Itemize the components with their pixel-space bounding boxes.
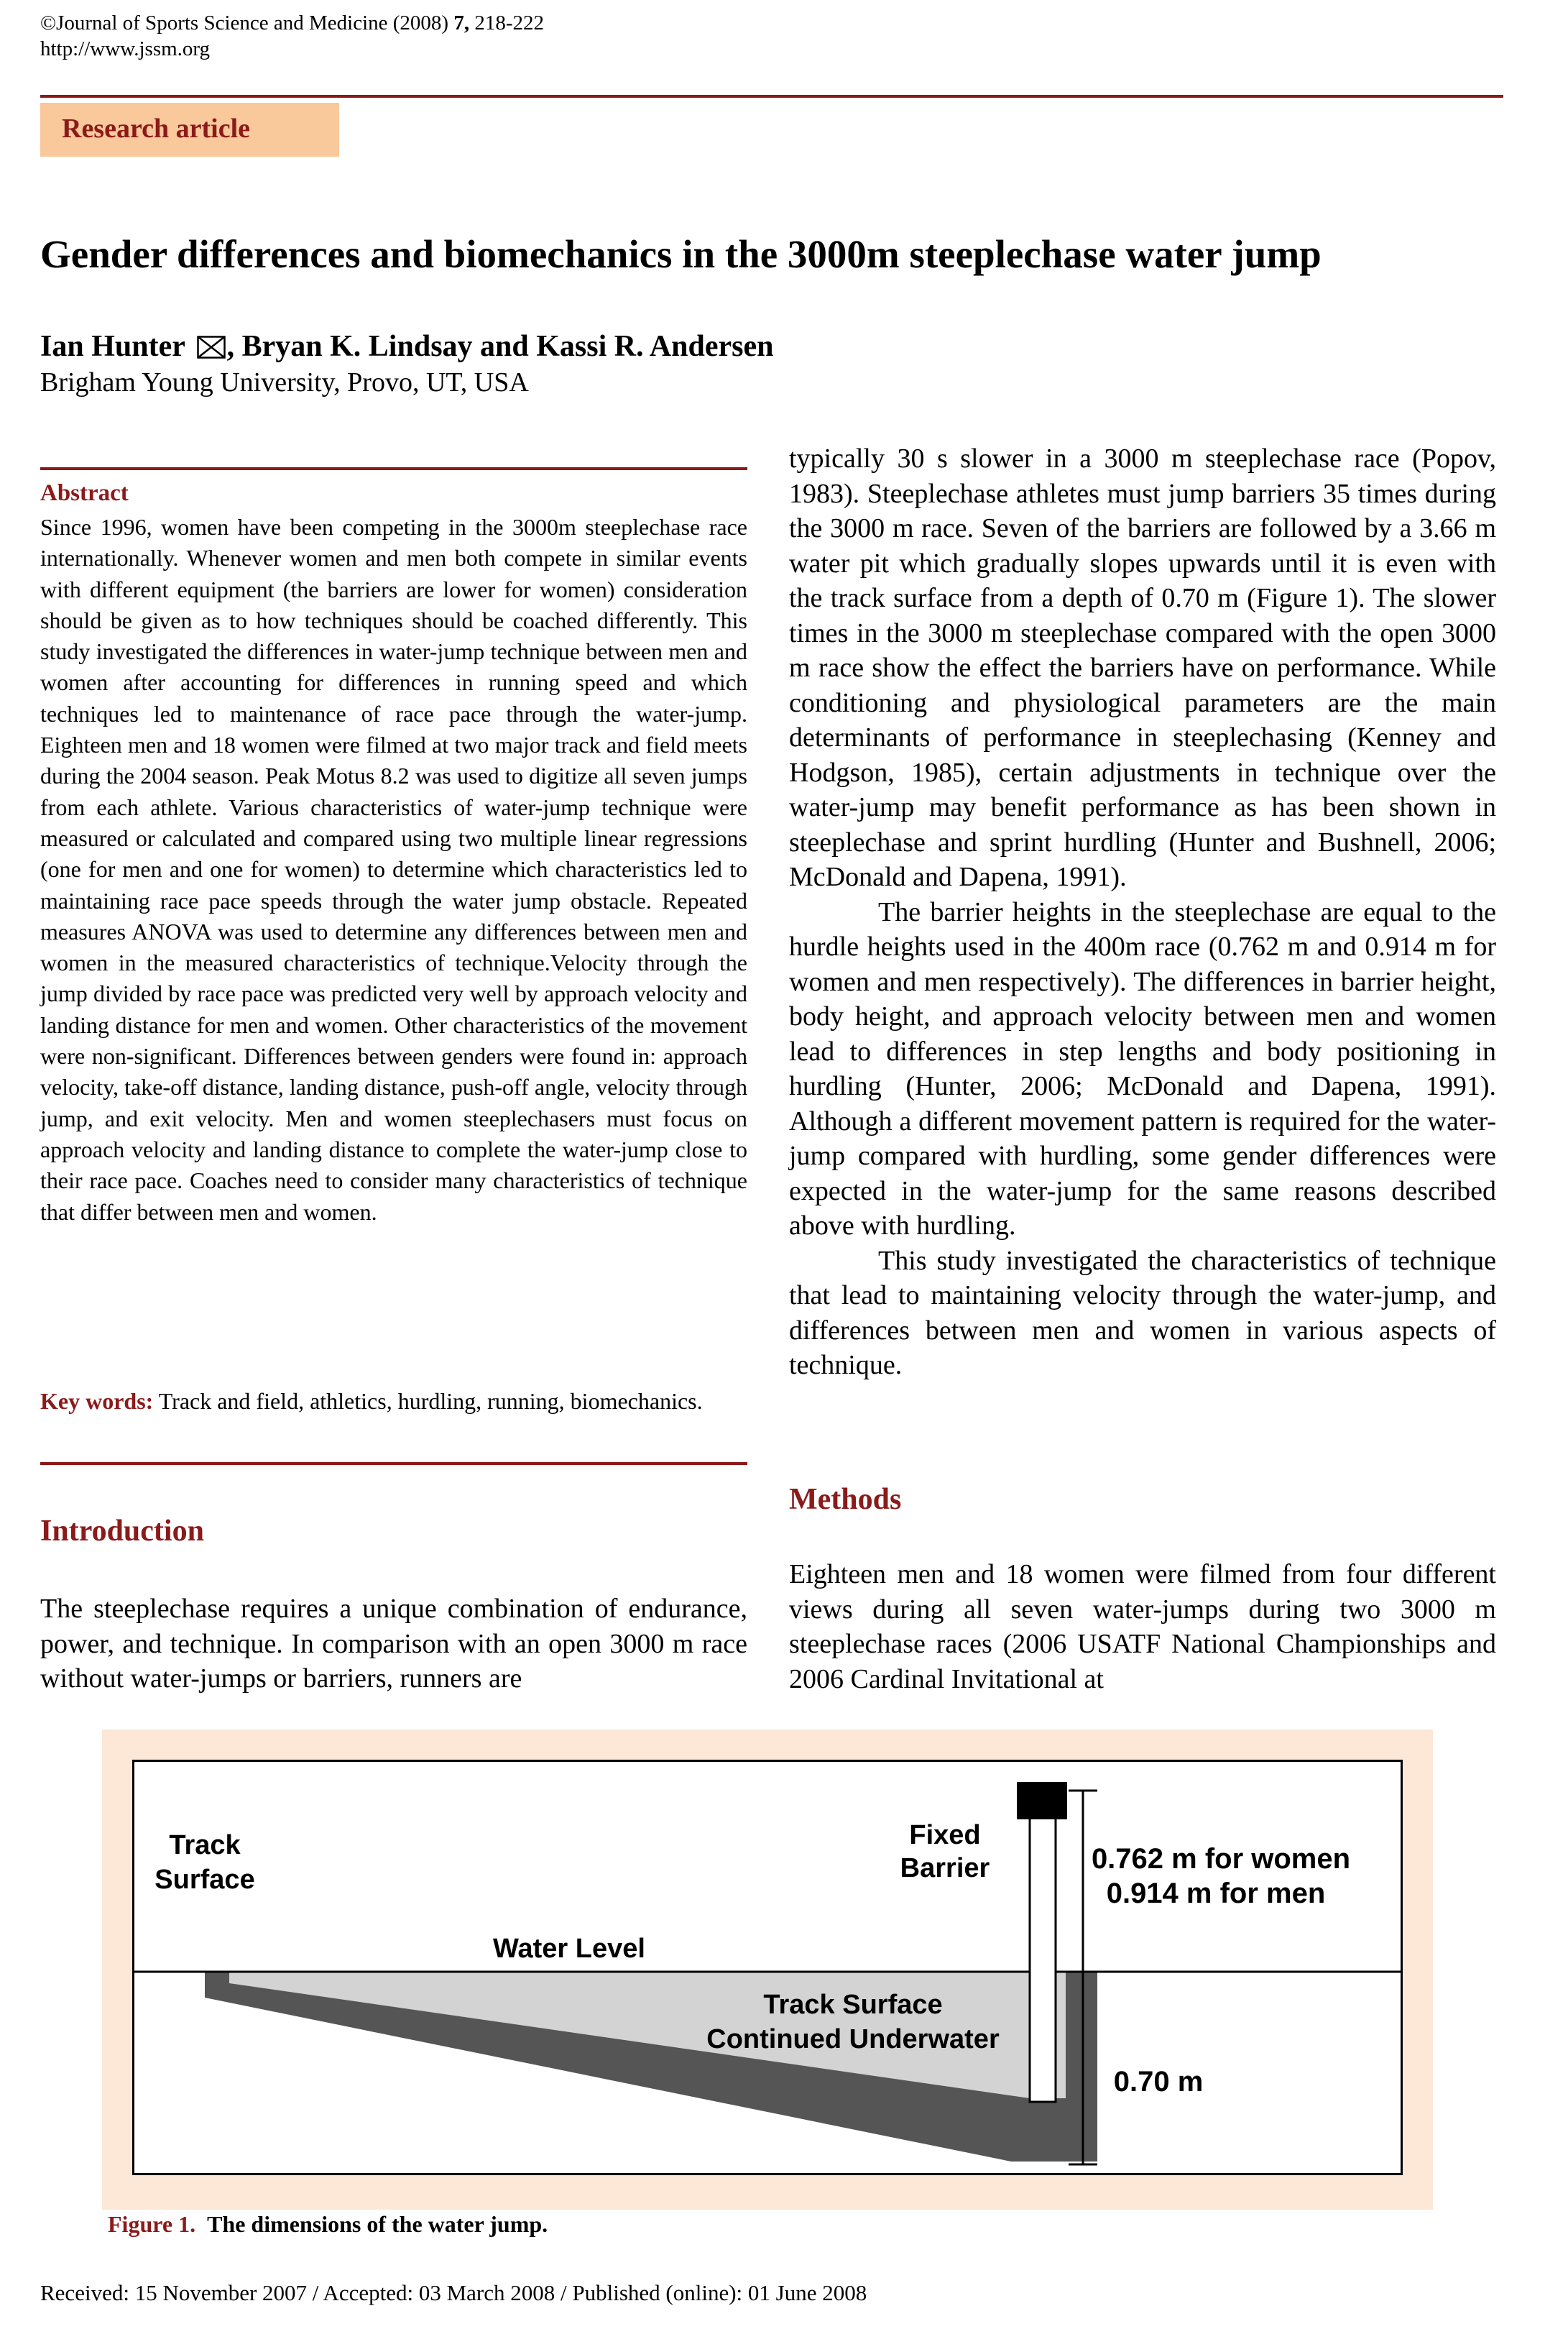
introduction-p1-left: The steeplechase requires a unique combination of endurance, power, and technique. In comparison with an open 3000 m race without water-jumps or barriers, runners are: [40, 1594, 747, 1694]
introduction-p1-right: typically 30 s slower in a 3000 m steeplechase race (Popov, 1983). Steeplechase athletes must jump barriers 35 times during the 3000 m race. Seven of the barriers are followed by a 3.66 m water pit which gradually slopes upwards until it is even with the track surface from a depth of 0.70 m (Figure 1). The slower times in the 3000 m steeplechase compared with the open 3000 m race show the effect the barriers have on performance. While conditioning and physiological parameters are the main determinants of performance in steeplechasing (Kenney and Hodgson, 1985), certain adjustments in technique over the water-jump may benefit performance as has been shown in steeplechase and sprint hurdling (Hunter and Bushnell, 2006; McDonald and Dapena, 1991).: [789, 444, 1496, 892]
journal-citation: ©Journal of Sports Science and Medicine (2008) 7, 218-222: [40, 12, 544, 35]
label-women-height: 0.762 m for women: [1091, 1843, 1351, 1875]
abstract-text: Since 1996, women have been competing in the 3000m steeplechase race internationally. Whenever women and men both compete in similar events with different equipment (the barriers are lower for women) consideration should be given as to how techniques should be coached differently. This study investigated the differences in water-jump technique between men and women after accounting for differences in running speed and which techniques led to maintenance of race pace through the water-jump. Eighteen men and 18 women were filmed at two major track and field meets during the 2004 season. Peak Motus 8.2 was used to digitize all seven jumps from each athlete. Various characteristics of water-jump technique were measured or calculated and compared using two multiple linear regressions (one for men and one for women) to determine which characteristics led to maintaining race pace speeds through the water jump obstacle. Repeated measures ANOVA was used to determine any differences between men and women in the measured characteristics of technique.Velocity through the jump divided by race pace was predicted very well by approach velocity and landing distance for men and women. Other characteristics of the movement were non-significant. Differences between genders were found in: approach velocity, take-off distance, landing distance, push-off angle, velocity through jump, and exit velocity. Men and women steeplechasers must focus on approach velocity and landing distance to complete the water-jump close to their race pace. Coaches need to consider many characteristics of technique that differ between men and women.: [40, 514, 747, 1225]
figure-caption: [108, 2211, 548, 2238]
abstract-top-rule: [40, 467, 747, 470]
label-track-1: Track: [169, 1830, 241, 1860]
email-icon[interactable]: [197, 332, 226, 367]
keywords-label: Key words:: [40, 1388, 154, 1414]
figure-1: [102, 1729, 1433, 2210]
water-jump-svg: [134, 1762, 1401, 2173]
author-list: Ian Hunter , Bryan K. Lindsay and Kassi R. Andersen: [40, 329, 773, 367]
abstract-heading: Abstract: [40, 480, 129, 506]
label-underwater-2: Continued Underwater: [706, 2024, 1000, 2054]
label-track-2: Surface: [155, 1865, 255, 1895]
label-men-height: 0.914 m for men: [1106, 1878, 1326, 1909]
journal-url[interactable]: http://www.jssm.org: [40, 37, 211, 60]
methods-p1: Eighteen men and 18 women were filmed from four different views during all seven water-jumps during two 3000 m steeplechase races (2006 USATF National Championships and 2006 Cardinal Invitational at: [789, 1559, 1496, 1694]
journal-header: [40, 10, 544, 62]
label-depth: 0.70 m: [1113, 2066, 1204, 2098]
affiliation: Brigham Young University, Provo, UT, USA: [40, 367, 529, 398]
figure-caption-label: Figure 1.: [108, 2211, 196, 2237]
introduction-p2: The barrier heights in the steeplechase are equal to the hurdle heights used in the 400m race (0.762 m and 0.914 m for women and men respectively). The differences in barrier height, body height, and approach velocity between men and women lead to differences in step lengths and body positioning in hurdling (Hunter, 2006; McDonald and Dapena, 1991). Although a different movement pattern is required for the water-jump compared with hurdling, some gender differences were expected in the water-jump for the same reasons described above with hurdling.: [789, 896, 1496, 1241]
article-type-badge: Research article: [40, 103, 339, 157]
header-rule: [40, 95, 1503, 98]
label-fixed: Fixed: [909, 1820, 981, 1850]
introduction-left: [40, 1591, 747, 1696]
abstract-bottom-rule: [40, 1462, 747, 1465]
figure-caption-text: The dimensions of the water jump.: [207, 2211, 548, 2237]
right-column: [789, 441, 1496, 1383]
label-underwater-1: Track Surface: [763, 1990, 943, 2020]
label-barrier: Barrier: [900, 1853, 990, 1883]
methods-body: [789, 1557, 1496, 1696]
keywords-text: Track and field, athletics, hurdling, running, biomechanics.: [153, 1388, 703, 1414]
paper-title: Gender differences and biomechanics in the 3000m steeplechase water jump: [40, 232, 1322, 276]
barrier-post: [1030, 1811, 1056, 2102]
barrier-top: [1017, 1782, 1067, 1819]
keywords: [40, 1386, 747, 1417]
label-water-level: Water Level: [493, 1934, 645, 1964]
introduction-heading: Introduction: [40, 1515, 204, 1548]
received-dates: Received: 15 November 2007 / Accepted: 03 March 2008 / Published (online): 01 June 2008: [40, 2280, 867, 2305]
methods-heading: Methods: [789, 1483, 902, 1516]
water-jump-diagram: [132, 1760, 1403, 2175]
abstract-body: [40, 512, 747, 1228]
introduction-p3: This study investigated the characteristics of technique that lead to maintaining velocity through the water-jump, and differences between men and women in various aspects of technique.: [789, 1245, 1496, 1380]
